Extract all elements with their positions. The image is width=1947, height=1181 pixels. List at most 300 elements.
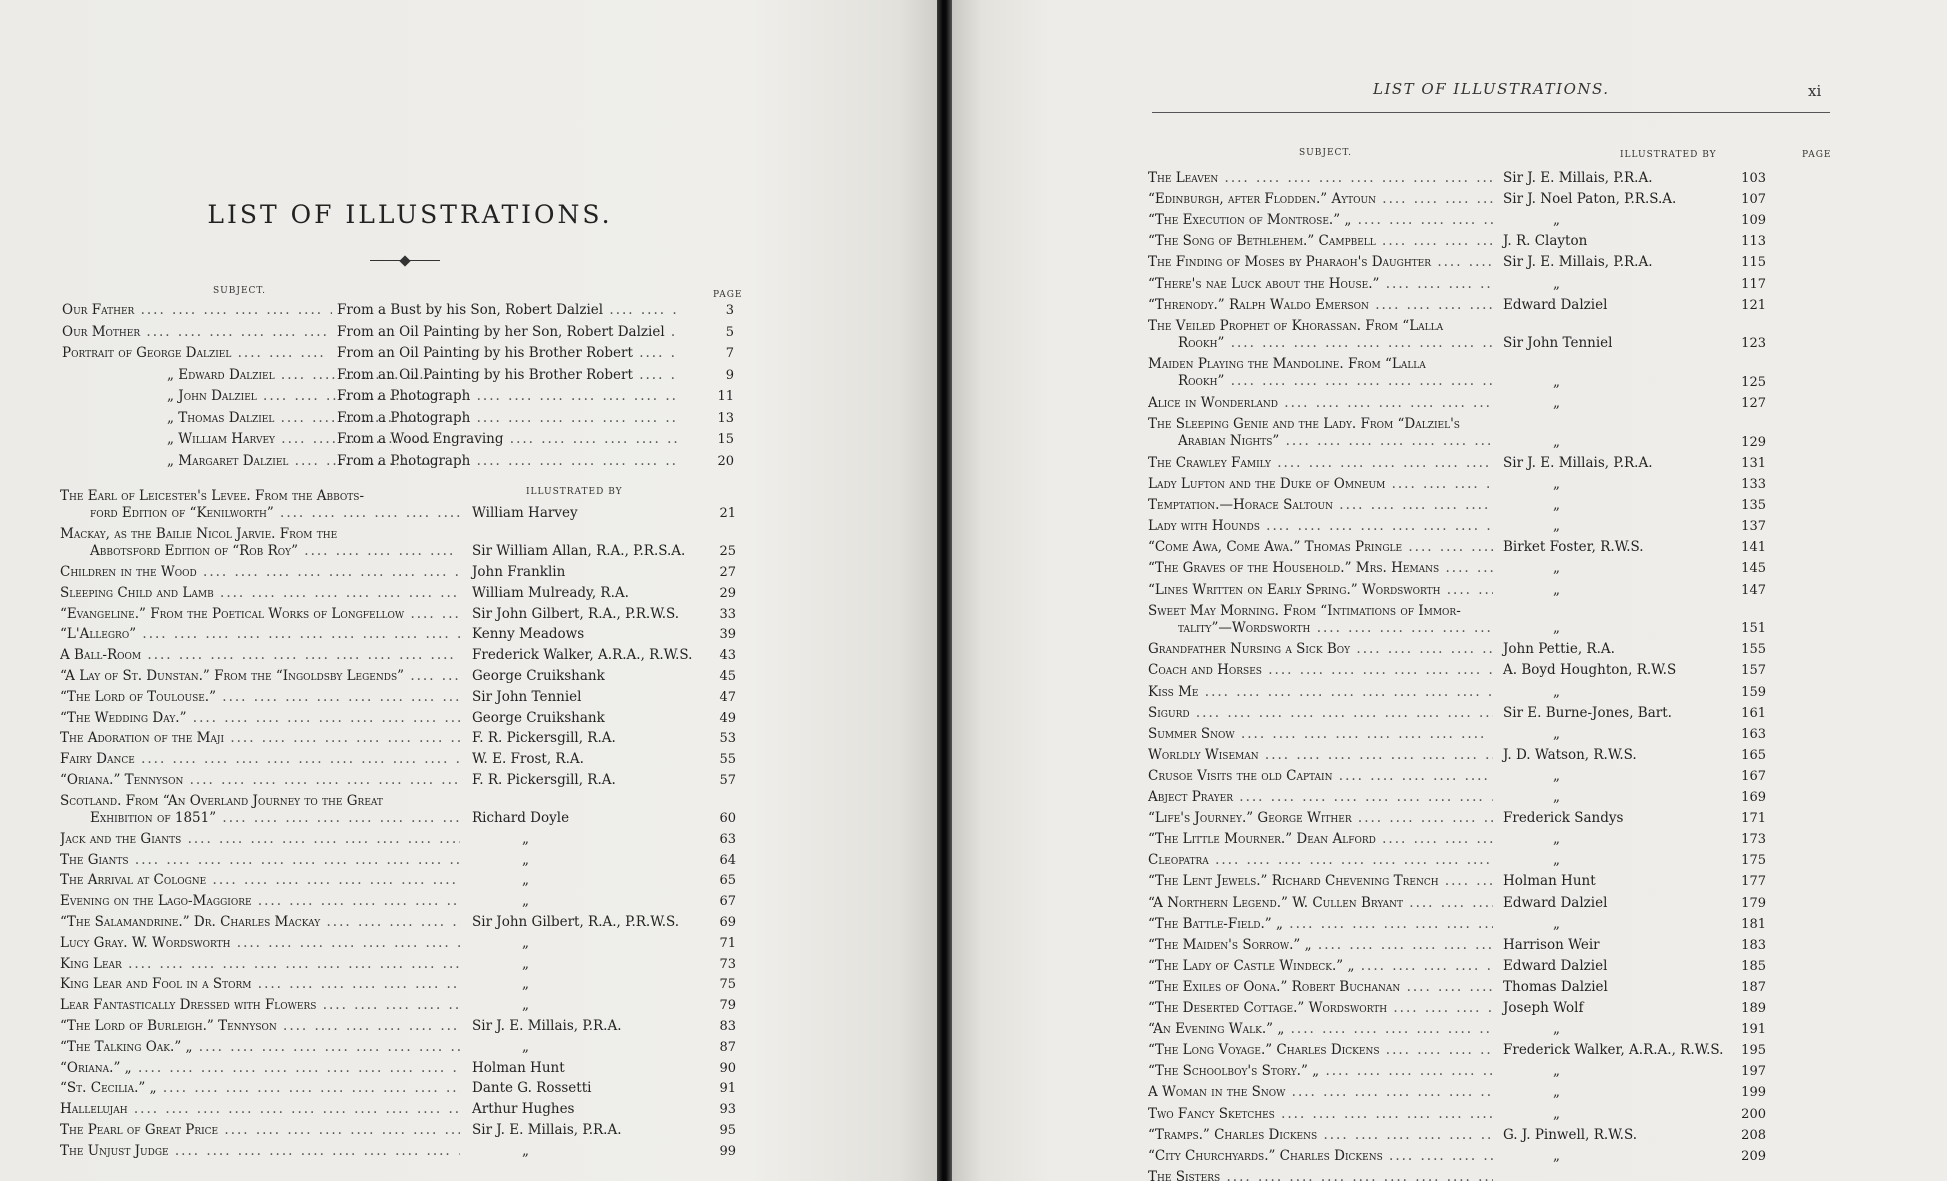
item-artist: Sir John Gilbert, R.A., P.R.W.S. — [472, 914, 680, 930]
subject-line: Jack and the Giants .... — [60, 831, 460, 848]
item-page-number: 39 — [719, 627, 736, 643]
item-page-number: 65 — [719, 873, 736, 889]
item-subject — [1148, 1063, 1493, 1080]
list-item — [62, 431, 742, 448]
item-artist: „ — [1553, 433, 1560, 450]
subject-line: The Finding of Moses by Pharaoh's Daughter .... — [1148, 254, 1493, 271]
item-artist: W. E. Frost, R.A. — [472, 751, 584, 768]
subject-line: Abject Prayer .... — [1148, 789, 1493, 806]
item-page-number: 117 — [1741, 276, 1766, 292]
item-subject — [60, 956, 460, 973]
item-artist: Sir William Allan, R.A., P.R.S.A. — [472, 543, 686, 560]
subject-line: Rookh” .... — [1148, 373, 1493, 390]
item-subject — [1148, 560, 1493, 577]
list-item — [1148, 212, 1768, 230]
item-subject — [1148, 476, 1493, 493]
subject-line: Summer Snow .... — [1148, 726, 1493, 743]
list-item — [60, 730, 740, 747]
list-item — [60, 1080, 740, 1097]
list-item — [1148, 768, 1768, 786]
item-page-number: 209 — [1741, 1148, 1766, 1164]
list-item — [60, 1143, 740, 1160]
list-item — [1148, 455, 1768, 473]
list-item — [60, 1101, 740, 1118]
item-subject — [1148, 191, 1493, 208]
subject-line: The Adoration of the Maji .... — [60, 730, 460, 747]
item-page-number: 145 — [1741, 561, 1766, 577]
subject-line: Sigurd .... — [1148, 705, 1493, 722]
item-subject — [60, 1018, 460, 1035]
item-page-number: 157 — [1741, 663, 1766, 679]
item-subject — [1148, 937, 1493, 954]
item-subject — [1148, 1000, 1493, 1017]
subject-line: Fairy Dance .... — [60, 751, 460, 768]
item-artist: Edward Dalziel — [1503, 894, 1608, 911]
subject-line: “The Exiles of Oona.” Robert Buchanan .... — [1148, 979, 1493, 996]
subject-line: A Woman in the Snow .... — [1148, 1084, 1493, 1101]
list-item — [1148, 937, 1768, 955]
item-source: From a Photograph .... — [337, 453, 677, 470]
list-item — [1148, 1021, 1768, 1039]
subject-line: “Edinburgh, after Flodden.” Aytoun .... — [1148, 191, 1493, 208]
item-subject — [1148, 212, 1493, 229]
item-subject — [1148, 873, 1493, 890]
list-item — [60, 852, 740, 869]
subject-line: Abbotsford Edition of “Rob Roy” .... — [60, 543, 460, 560]
list-item — [1148, 170, 1768, 188]
item-page-number: 43 — [719, 648, 736, 664]
item-page-number: 155 — [1741, 642, 1766, 658]
subject-line: “L'Allegro” .... — [60, 626, 460, 643]
item-artist: „ — [1553, 1021, 1560, 1038]
item-subject — [1148, 810, 1493, 827]
item-subject: „ Thomas Dalziel .... — [62, 410, 437, 427]
page-column-header: PAGE — [713, 290, 743, 300]
illustrated-by-column-header: ILLUSTRATED BY — [1620, 150, 1717, 160]
list-item — [1148, 582, 1768, 600]
item-subject — [60, 893, 460, 910]
list-item — [62, 345, 742, 362]
subject-line: “There's nae Luck about the House.” .... — [1148, 276, 1493, 293]
item-subject — [60, 1143, 460, 1160]
item-artist: „ — [1553, 518, 1560, 535]
subject-line: “An Evening Walk.” „ .... — [1148, 1021, 1493, 1038]
item-artist: Sir John Gilbert, R.A., P.R.W.S. — [472, 605, 680, 622]
list-item — [60, 772, 740, 789]
item-page-number: 115 — [1741, 255, 1766, 271]
item-page-number: 169 — [1741, 790, 1766, 805]
list-item — [1148, 1042, 1768, 1060]
item-page-number: 167 — [1741, 768, 1766, 784]
book-spine — [937, 0, 952, 1181]
item-subject — [1148, 318, 1493, 352]
item-subject: „ Edward Dalziel .... — [62, 367, 437, 384]
subject-line: “Oriana.” Tennyson .... — [60, 772, 460, 789]
list-item — [60, 606, 740, 623]
list-item — [1148, 191, 1768, 209]
item-page-number: 208 — [1741, 1127, 1766, 1143]
item-artist: F. R. Pickersgill, R.A. — [472, 730, 616, 747]
item-page-number: 185 — [1741, 958, 1766, 974]
subject-line: “The Long Voyage.” Charles Dickens .... — [1148, 1042, 1493, 1059]
subject-line: Alice in Wonderland .... — [1148, 395, 1493, 412]
item-page-number: 27 — [719, 565, 736, 580]
subject-line: Cleopatra .... — [1148, 852, 1493, 869]
item-artist: Frederick Sandys — [1503, 810, 1624, 827]
item-page-number: 173 — [1741, 832, 1766, 848]
list-item — [1148, 297, 1768, 315]
item-subject — [60, 606, 460, 623]
subject-line: Hallelujah .... — [60, 1101, 460, 1118]
subject-line: The Leaven .... — [1148, 170, 1493, 187]
item-page-number: 161 — [1741, 705, 1766, 721]
item-artist: Sir E. Burne-Jones, Bart. — [1503, 704, 1672, 721]
item-artist: Sir J. E. Millais, P.R.A. — [1503, 454, 1653, 471]
item-page-number: 133 — [1741, 477, 1766, 492]
item-page-number: 135 — [1741, 498, 1766, 514]
item-page-number: 200 — [1741, 1106, 1766, 1122]
item-subject — [60, 1122, 460, 1139]
list-item — [60, 893, 740, 910]
list-item — [62, 302, 742, 319]
item-artist: „ — [1553, 725, 1560, 742]
subject-line: Evening on the Lago-Maggiore .... — [60, 893, 460, 910]
subject-line: Children in the Wood .... — [60, 564, 460, 581]
item-subject — [60, 997, 460, 1014]
list-item — [1148, 1148, 1768, 1166]
subject-line: The Sisters .... — [1148, 1169, 1493, 1181]
header-rule — [1152, 112, 1830, 113]
item-subject — [1148, 276, 1493, 293]
item-page-number: 49 — [719, 710, 736, 726]
subject-line: Lady Lufton and the Duke of Omneum .... — [1148, 476, 1493, 493]
item-artist: Sir J. E. Millais, P.R.A. — [472, 1122, 622, 1138]
item-page-number: 199 — [1741, 1085, 1766, 1101]
item-artist: „ — [1553, 476, 1560, 492]
item-subject — [60, 772, 460, 789]
item-artist: „ — [522, 1142, 529, 1159]
list-item — [60, 710, 740, 727]
item-page-number: 189 — [1741, 1001, 1766, 1016]
item-subject — [1148, 789, 1493, 806]
item-subject — [1148, 1106, 1493, 1123]
subject-line: “The Little Mourner.” Dean Alford .... — [1148, 831, 1493, 848]
list-item — [1148, 560, 1768, 578]
title-ornament — [370, 256, 440, 266]
list-item — [1148, 1084, 1768, 1102]
subject-line: “The Salamandrine.” Dr. Charles Mackay .... — [60, 914, 460, 931]
item-artist: „ — [1553, 497, 1560, 514]
item-subject — [60, 976, 460, 993]
item-artist: „ — [522, 997, 529, 1014]
list-item — [1148, 705, 1768, 723]
right-page — [952, 0, 1947, 1181]
item-page-number: 151 — [1741, 621, 1766, 637]
item-source: From a Photograph .... — [337, 410, 677, 427]
item-page-number: 60 — [719, 810, 736, 826]
item-subject — [60, 730, 460, 747]
subject-line: “Lines Written on Early Spring.” Wordsworth .... — [1148, 582, 1493, 599]
item-artist: Harrison Weir — [1503, 936, 1600, 953]
item-subject — [1148, 254, 1493, 271]
item-subject — [1148, 356, 1493, 390]
list-item — [60, 1060, 740, 1077]
list-item — [1148, 395, 1768, 413]
list-item — [1148, 873, 1768, 891]
item-artist: „ — [1553, 373, 1560, 390]
item-page-number: 123 — [1741, 336, 1766, 352]
item-page-number: 187 — [1741, 979, 1766, 995]
item-page-number: 129 — [1741, 434, 1766, 450]
item-page-number: 47 — [719, 689, 736, 705]
subject-line: “Evangeline.” From the Poetical Works of Longfellow .... — [60, 606, 460, 623]
subject-line: “The Schoolboy's Story.” „ .... — [1148, 1063, 1493, 1080]
item-subject: „ Margaret Dalziel .... — [62, 453, 437, 470]
item-subject — [60, 914, 460, 931]
list-item — [1148, 254, 1768, 272]
item-artist: „ — [522, 1038, 529, 1055]
item-artist: William Mulready, R.A. — [472, 584, 629, 601]
item-subject — [1148, 1148, 1493, 1165]
item-artist: Holman Hunt — [472, 1059, 565, 1076]
list-item — [60, 1122, 740, 1139]
item-artist: Dante G. Rossetti — [472, 1080, 592, 1097]
item-artist: „ — [522, 893, 529, 910]
item-page-number: 103 — [1741, 171, 1766, 186]
subject-line: Rookh” .... — [1148, 335, 1493, 352]
item-subject — [1148, 603, 1493, 637]
item-subject — [1148, 662, 1493, 679]
item-page-number: 109 — [1741, 213, 1766, 229]
item-page-number: 25 — [719, 544, 736, 560]
item-artist: „ — [1553, 620, 1560, 637]
item-subject — [60, 710, 460, 727]
subject-column-header: SUBJECT. — [213, 286, 266, 296]
left-page — [0, 0, 937, 1181]
subject-line: “The Graves of the Household.” Mrs. Hemans .... — [1148, 560, 1493, 577]
subject-line: The Veiled Prophet of Khorassan. From “Lalla — [1148, 317, 1444, 334]
item-page-number: 7 — [725, 346, 734, 361]
subject-line: The Sleeping Genie and the Lady. From “Dalziel's — [1148, 416, 1460, 433]
item-artist: „ — [522, 976, 529, 993]
item-page-number: 20 — [717, 453, 734, 469]
subject-line: “The Wedding Day.” .... — [60, 710, 460, 727]
item-page-number: 113 — [1741, 234, 1766, 250]
list-item — [1148, 356, 1768, 391]
item-page-number: 147 — [1741, 582, 1766, 598]
item-page-number: 175 — [1741, 853, 1766, 869]
item-page-number: 71 — [719, 935, 736, 951]
subject-line: “The Song of Bethlehem.” Campbell .... — [1148, 233, 1493, 250]
item-artist: George Cruikshank — [472, 668, 605, 684]
item-page-number: 165 — [1741, 747, 1766, 763]
subject-line: Grandfather Nursing a Sick Boy .... — [1148, 641, 1493, 658]
item-subject — [1148, 297, 1493, 314]
item-subject — [1148, 895, 1493, 912]
list-item — [60, 647, 740, 664]
item-subject — [60, 1080, 460, 1097]
illustrated-by-column-header: ILLUSTRATED BY — [526, 487, 623, 497]
subject-line: “The Lady of Castle Windeck.” „ .... — [1148, 958, 1493, 975]
subject-line: King Lear .... — [60, 956, 460, 973]
page-column-header: PAGE — [1802, 150, 1832, 160]
subject-line: Kiss Me .... — [1148, 684, 1493, 701]
item-page-number: 3 — [725, 303, 734, 318]
item-page-number: 15 — [717, 432, 734, 447]
list-item — [60, 751, 740, 768]
item-subject — [60, 564, 460, 581]
item-artist: Holman Hunt — [1503, 873, 1596, 890]
item-source: From a Wood Engraving .... — [337, 431, 677, 448]
list-item — [62, 367, 742, 384]
list-item — [60, 585, 740, 602]
subject-line: “The Lord of Burleigh.” Tennyson .... — [60, 1018, 460, 1035]
subject-line: “A Lay of St. Dunstan.” From the “Ingoldsby Legends” .... — [60, 668, 460, 685]
item-page-number: 131 — [1741, 455, 1766, 471]
item-subject: Portrait of George Dalziel .... — [62, 345, 332, 362]
item-artist: „ — [1553, 789, 1560, 805]
item-artist: J. D. Watson, R.W.S. — [1503, 746, 1637, 763]
item-source: From an Oil Painting by her Son, Robert Dalziel .... — [337, 324, 677, 341]
item-artist: Thomas Dalziel — [1503, 978, 1608, 995]
list-item — [60, 1018, 740, 1035]
item-artist: Sir J. E. Millais, P.R.A. — [472, 1018, 622, 1034]
item-page-number: 69 — [719, 915, 736, 930]
item-subject — [60, 647, 460, 664]
item-page-number: 64 — [719, 852, 736, 868]
list-item — [60, 935, 740, 952]
list-item — [60, 997, 740, 1014]
item-subject — [60, 831, 460, 848]
item-page-number: 95 — [719, 1123, 736, 1138]
subject-line: Lear Fantastically Dressed with Flowers .... — [60, 997, 460, 1014]
list-item — [60, 689, 740, 706]
item-subject — [1148, 497, 1493, 514]
item-artist: „ — [1553, 1084, 1560, 1101]
subject-line: “City Churchyards.” Charles Dickens .... — [1148, 1148, 1493, 1165]
item-subject — [1148, 233, 1493, 250]
list-item — [1148, 916, 1768, 934]
subject-line: Two Fancy Sketches .... — [1148, 1106, 1493, 1123]
item-artist: Kenny Meadows — [472, 626, 585, 643]
item-page-number: 93 — [719, 1102, 736, 1118]
item-subject — [60, 793, 460, 827]
subject-line: Arabian Nights” .... — [1148, 433, 1493, 450]
item-page-number: 67 — [719, 894, 736, 910]
list-item — [60, 872, 740, 889]
subject-line: Mackay, as the Bailie Nicol Jarvie. From the — [60, 526, 338, 542]
item-subject — [60, 526, 460, 560]
list-item — [1148, 539, 1768, 557]
list-item — [60, 793, 740, 827]
subject-line: The Arrival at Cologne .... — [60, 872, 460, 889]
item-artist: Sir J. E. Millais, P.R.A. — [1503, 254, 1653, 271]
subject-line: “Tramps.” Charles Dickens .... — [1148, 1127, 1493, 1144]
item-subject — [1148, 747, 1493, 764]
item-artist: John Franklin — [472, 564, 566, 580]
list-item — [60, 526, 740, 560]
subject-line: The Crawley Family .... — [1148, 455, 1493, 472]
subject-line: “Threnody.” Ralph Waldo Emerson .... — [1148, 297, 1493, 314]
item-source: From an Oil Painting by his Brother Robert .... — [337, 345, 677, 362]
subject-line: Maiden Playing the Mandoline. From “Lalla — [1148, 356, 1426, 373]
item-artist: Edward Dalziel — [1503, 296, 1608, 313]
list-item — [62, 453, 742, 470]
list-item — [60, 1039, 740, 1056]
list-item — [62, 410, 742, 427]
subject-line: “The Talking Oak.” „ .... — [60, 1039, 460, 1056]
item-artist: Sir John Tenniel — [472, 688, 582, 705]
subject-line: “Life's Journey.” George Wither .... — [1148, 810, 1493, 827]
folio-number: xi — [1808, 82, 1822, 100]
item-subject — [60, 1101, 460, 1118]
item-source: From an Oil Painting by his Brother Robert .... — [337, 367, 677, 384]
list-item — [1148, 979, 1768, 997]
item-artist: „ — [1553, 275, 1560, 292]
running-head: LIST OF ILLUSTRATIONS. — [1373, 80, 1610, 98]
item-subject — [1148, 1169, 1493, 1181]
item-page-number: 141 — [1741, 540, 1766, 556]
item-artist: „ — [522, 851, 529, 868]
item-page-number: 125 — [1741, 374, 1766, 390]
item-subject — [60, 626, 460, 643]
list-item — [1148, 726, 1768, 744]
item-source: From a Photograph .... — [337, 388, 677, 405]
item-page-number: 83 — [719, 1019, 736, 1034]
subject-line: “A Northern Legend.” W. Cullen Bryant .... — [1148, 895, 1493, 912]
subject-line: The Pearl of Great Price .... — [60, 1122, 460, 1139]
item-subject — [1148, 641, 1493, 658]
subject-line: Coach and Horses .... — [1148, 662, 1493, 679]
item-subject — [1148, 916, 1493, 933]
item-page-number: 21 — [719, 506, 736, 522]
item-page-number: 9 — [725, 367, 734, 383]
item-subject — [1148, 395, 1493, 412]
item-artist: „ — [1553, 767, 1560, 784]
list-item — [1148, 641, 1768, 659]
item-subject — [60, 668, 460, 685]
list-item — [1148, 958, 1768, 976]
subject-column-header: SUBJECT. — [1299, 148, 1352, 158]
list-item — [1148, 603, 1768, 638]
item-page-number: 73 — [719, 956, 736, 972]
list-item — [60, 564, 740, 581]
list-item — [1148, 318, 1768, 353]
item-page-number: 45 — [719, 669, 736, 684]
item-artist: Arthur Hughes — [472, 1101, 575, 1118]
list-item — [1148, 831, 1768, 849]
item-artist: J. R. Clayton — [1503, 233, 1588, 250]
item-artist: „ — [522, 872, 529, 889]
item-page-number: 90 — [719, 1060, 736, 1076]
item-artist: Richard Doyle — [472, 809, 570, 826]
subject-line: Lady with Hounds .... — [1148, 518, 1493, 535]
list-item — [1148, 662, 1768, 680]
item-subject: Our Father .... — [62, 302, 332, 319]
list-item — [1148, 518, 1768, 536]
page-title: LIST OF ILLUSTRATIONS. — [207, 200, 613, 229]
item-page-number: 107 — [1741, 192, 1766, 208]
subject-line: “The Battle-Field.” „ .... — [1148, 916, 1493, 933]
subject-line: Lucy Gray. W. Wordsworth .... — [60, 935, 460, 952]
item-subject — [1148, 539, 1493, 556]
item-page-number: 163 — [1741, 726, 1766, 742]
item-artist: Joseph Wolf — [1503, 1000, 1584, 1016]
list-item — [62, 388, 742, 405]
item-subject — [1148, 1127, 1493, 1144]
item-page-number: 197 — [1741, 1064, 1766, 1080]
subject-line: The Earl of Leicester's Levee. From the Abbots- — [60, 488, 365, 504]
